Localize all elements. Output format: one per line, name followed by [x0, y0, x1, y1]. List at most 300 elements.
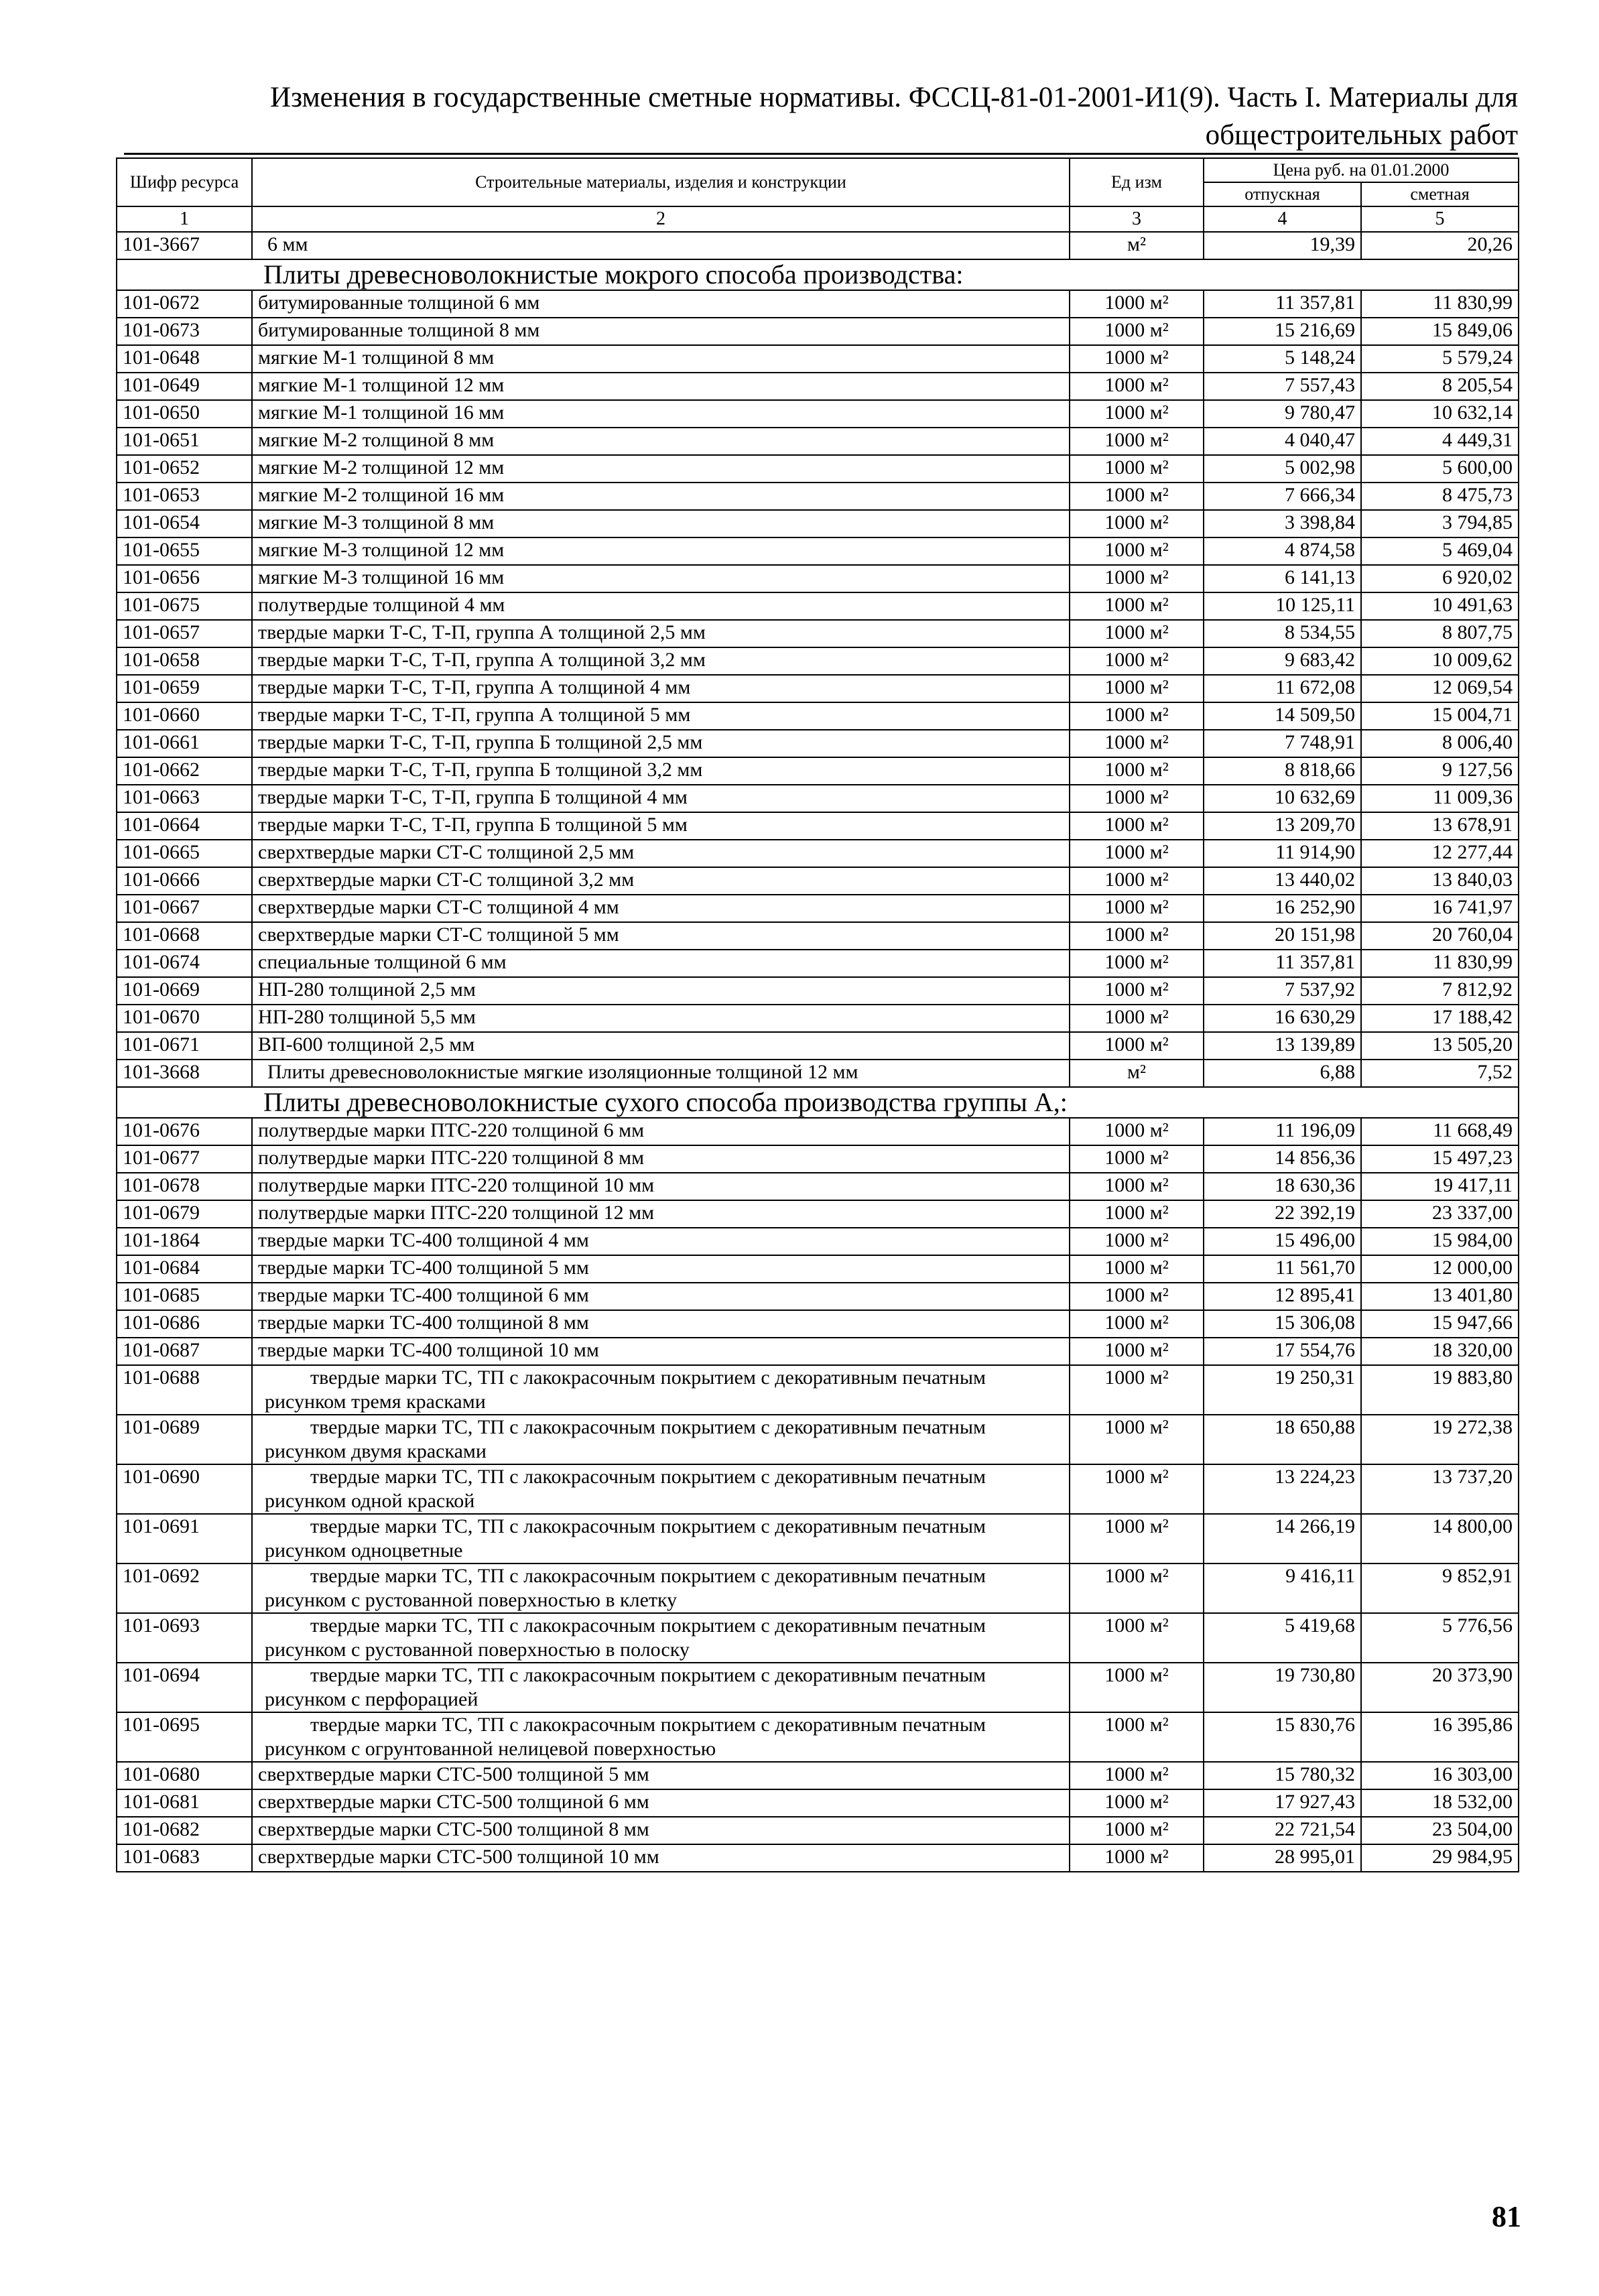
- cell-price-release: 13 209,70: [1204, 812, 1361, 840]
- cell-name: мягкие М-1 толщиной 16 мм: [252, 400, 1070, 428]
- cell-price-release: 22 721,54: [1204, 1817, 1361, 1844]
- cell-name: сверхтвердые марки СТ-С толщиной 2,5 мм: [252, 840, 1070, 867]
- cell-code: 101-0682: [117, 1817, 252, 1844]
- cell-code: 101-0684: [117, 1255, 252, 1283]
- cell-code: 101-0695: [117, 1712, 252, 1762]
- table-row: [117, 1338, 1519, 1365]
- cell-unit: 1000 м²: [1070, 977, 1204, 1005]
- cell-name: твердые марки ТС, ТП с лакокрасочным покрытием с декоративным печатным рисунком с огрунтованной нелицевой поверхностью: [252, 1712, 1070, 1762]
- table-row: [117, 510, 1519, 537]
- cell-price-release: 6,88: [1204, 1060, 1361, 1087]
- cell-name: сверхтвердые марки СТ-С толщиной 3,2 мм: [252, 867, 1070, 895]
- cell-name: мягкие М-2 толщиной 8 мм: [252, 428, 1070, 455]
- section-row: [117, 1087, 1519, 1118]
- table-row: [117, 1844, 1519, 1872]
- cell-name: полутвердые толщиной 4 мм: [252, 592, 1070, 620]
- table-row: [117, 730, 1519, 757]
- cell-unit: 1000 м²: [1070, 1228, 1204, 1255]
- cell-unit: 1000 м²: [1070, 867, 1204, 895]
- cell-name: сверхтвердые марки СТС-500 толщиной 10 мм: [252, 1844, 1070, 1872]
- table-row: [117, 1032, 1519, 1060]
- cell-price-release: 28 995,01: [1204, 1844, 1361, 1872]
- cell-code: 101-0687: [117, 1338, 252, 1365]
- header-price-estimate: сметная: [1361, 182, 1519, 206]
- cell-price-release: 15 496,00: [1204, 1228, 1361, 1255]
- cell-code: 101-0666: [117, 867, 252, 895]
- cell-price-estimate: 13 401,80: [1361, 1283, 1519, 1310]
- cell-code: 101-0651: [117, 428, 252, 455]
- cell-name: мягкие М-2 толщиной 16 мм: [252, 483, 1070, 510]
- table-row: [117, 290, 1519, 318]
- cell-price-release: 8 534,55: [1204, 620, 1361, 647]
- table-row: [117, 232, 1519, 259]
- cell-code: 101-0667: [117, 895, 252, 922]
- cell-name: специальные толщиной 6 мм: [252, 950, 1070, 977]
- cell-name: НП-280 толщиной 2,5 мм: [252, 977, 1070, 1005]
- cell-code: 101-0648: [117, 345, 252, 373]
- cell-price-release: 15 216,69: [1204, 318, 1361, 345]
- cell-unit: 1000 м²: [1070, 647, 1204, 675]
- cell-unit: 1000 м²: [1070, 1613, 1204, 1663]
- cell-name: твердые марки Т-С, Т-П, группа А толщиной 5 мм: [252, 702, 1070, 730]
- cell-price-release: 10 632,69: [1204, 785, 1361, 812]
- cell-code: 101-0677: [117, 1145, 252, 1173]
- cell-price-release: 10 125,11: [1204, 592, 1361, 620]
- cell-code: 101-0691: [117, 1514, 252, 1564]
- cell-name: Плиты древесноволокнистые мягкие изоляционные толщиной 12 мм: [252, 1060, 1070, 1087]
- cell-price-release: 7 557,43: [1204, 373, 1361, 400]
- cell-price-estimate: 12 277,44: [1361, 840, 1519, 867]
- cell-price-release: 7 748,91: [1204, 730, 1361, 757]
- cell-name: твердые марки ТС, ТП с лакокрасочным покрытием с декоративным печатным рисунком с рустованной поверхностью в клетку: [252, 1564, 1070, 1613]
- cell-unit: 1000 м²: [1070, 1310, 1204, 1338]
- table-row: [117, 1005, 1519, 1032]
- cell-price-release: 6 141,13: [1204, 565, 1361, 592]
- cell-code: 101-0653: [117, 483, 252, 510]
- cell-unit: 1000 м²: [1070, 592, 1204, 620]
- cell-price-release: 22 392,19: [1204, 1200, 1361, 1228]
- cell-price-release: 8 818,66: [1204, 757, 1361, 785]
- cell-unit: 1000 м²: [1070, 510, 1204, 537]
- cell-unit: 1000 м²: [1070, 318, 1204, 345]
- table-row: [117, 1200, 1519, 1228]
- table-row: [117, 400, 1519, 428]
- cell-unit: м²: [1070, 1060, 1204, 1087]
- cell-price-release: 13 139,89: [1204, 1032, 1361, 1060]
- col-number: 3: [1070, 206, 1204, 232]
- cell-code: 101-0679: [117, 1200, 252, 1228]
- cell-name: сверхтвердые марки СТ-С толщиной 5 мм: [252, 922, 1070, 950]
- cell-price-release: 11 672,08: [1204, 675, 1361, 702]
- table-row: [117, 950, 1519, 977]
- table-row: [117, 1060, 1519, 1087]
- cell-unit: м²: [1070, 232, 1204, 259]
- cell-code: 101-0661: [117, 730, 252, 757]
- cell-price-release: 18 630,36: [1204, 1173, 1361, 1200]
- cell-price-release: 17 554,76: [1204, 1338, 1361, 1365]
- cell-price-estimate: 14 800,00: [1361, 1514, 1519, 1564]
- cell-name: сверхтвердые марки СТ-С толщиной 4 мм: [252, 895, 1070, 922]
- cell-price-estimate: 7 812,92: [1361, 977, 1519, 1005]
- cell-price-estimate: 4 449,31: [1361, 428, 1519, 455]
- cell-name: твердые марки Т-С, Т-П, группа Б толщиной 3,2 мм: [252, 757, 1070, 785]
- cell-name: твердые марки ТС, ТП с лакокрасочным покрытием с декоративным печатным рисунком одноцветные: [252, 1514, 1070, 1564]
- cell-name: твердые марки Т-С, Т-П, группа А толщиной 2,5 мм: [252, 620, 1070, 647]
- cell-name: твердые марки ТС-400 толщиной 8 мм: [252, 1310, 1070, 1338]
- cell-price-estimate: 16 741,97: [1361, 895, 1519, 922]
- cell-price-estimate: 10 632,14: [1361, 400, 1519, 428]
- cell-unit: 1000 м²: [1070, 840, 1204, 867]
- cell-price-release: 14 509,50: [1204, 702, 1361, 730]
- cell-unit: 1000 м²: [1070, 730, 1204, 757]
- cell-unit: 1000 м²: [1070, 1200, 1204, 1228]
- cell-price-estimate: 15 497,23: [1361, 1145, 1519, 1173]
- cell-name: твердые марки Т-С, Т-П, группа А толщиной 3,2 мм: [252, 647, 1070, 675]
- cell-unit: 1000 м²: [1070, 537, 1204, 565]
- cell-price-release: 12 895,41: [1204, 1283, 1361, 1310]
- cell-price-estimate: 8 205,54: [1361, 373, 1519, 400]
- cell-price-estimate: 15 947,66: [1361, 1310, 1519, 1338]
- cell-price-release: 9 683,42: [1204, 647, 1361, 675]
- cell-code: 101-0659: [117, 675, 252, 702]
- cell-name: полутвердые марки ПТС-220 толщиной 12 мм: [252, 1200, 1070, 1228]
- cell-unit: 1000 м²: [1070, 1118, 1204, 1145]
- cell-name: полутвердые марки ПТС-220 толщиной 8 мм: [252, 1145, 1070, 1173]
- cell-code: 101-0663: [117, 785, 252, 812]
- table-row: [117, 757, 1519, 785]
- cell-name: мягкие М-1 толщиной 8 мм: [252, 345, 1070, 373]
- cell-unit: 1000 м²: [1070, 1564, 1204, 1613]
- cell-name: твердые марки ТС, ТП с лакокрасочным покрытием с декоративным печатным рисунком двумя красками: [252, 1415, 1070, 1464]
- cell-price-estimate: 12 000,00: [1361, 1255, 1519, 1283]
- cell-name: твердые марки ТС-400 толщиной 6 мм: [252, 1283, 1070, 1310]
- table-row: [117, 675, 1519, 702]
- cell-unit: 1000 м²: [1070, 922, 1204, 950]
- cell-unit: 1000 м²: [1070, 675, 1204, 702]
- cell-price-release: 5 419,68: [1204, 1613, 1361, 1663]
- cell-unit: 1000 м²: [1070, 1145, 1204, 1173]
- cell-unit: 1000 м²: [1070, 620, 1204, 647]
- table-row: [117, 1173, 1519, 1200]
- cell-price-release: 13 224,23: [1204, 1464, 1361, 1514]
- cell-code: 101-0662: [117, 757, 252, 785]
- cell-name: сверхтвердые марки СТС-500 толщиной 5 мм: [252, 1762, 1070, 1789]
- cell-name: твердые марки Т-С, Т-П, группа Б толщиной 2,5 мм: [252, 730, 1070, 757]
- cell-price-release: 11 196,09: [1204, 1118, 1361, 1145]
- cell-code: 101-3668: [117, 1060, 252, 1087]
- table-row: [117, 1118, 1519, 1145]
- cell-price-estimate: 18 532,00: [1361, 1789, 1519, 1817]
- cell-code: 101-0680: [117, 1762, 252, 1789]
- cell-price-release: 19,39: [1204, 232, 1361, 259]
- table-row: [117, 1712, 1519, 1762]
- cell-price-estimate: 3 794,85: [1361, 510, 1519, 537]
- cell-price-estimate: 8 475,73: [1361, 483, 1519, 510]
- header-code: Шифр ресурса: [117, 158, 252, 206]
- cell-unit: 1000 м²: [1070, 895, 1204, 922]
- cell-price-estimate: 20,26: [1361, 232, 1519, 259]
- cell-price-estimate: 17 188,42: [1361, 1005, 1519, 1032]
- cell-unit: 1000 м²: [1070, 290, 1204, 318]
- table-row: [117, 537, 1519, 565]
- cell-code: 101-0694: [117, 1663, 252, 1712]
- cell-unit: 1000 м²: [1070, 1712, 1204, 1762]
- cell-name: сверхтвердые марки СТС-500 толщиной 6 мм: [252, 1789, 1070, 1817]
- cell-price-estimate: 16 303,00: [1361, 1762, 1519, 1789]
- cell-name: твердые марки ТС-400 толщиной 5 мм: [252, 1255, 1070, 1283]
- cell-price-release: 15 830,76: [1204, 1712, 1361, 1762]
- cell-name: мягкие М-3 толщиной 8 мм: [252, 510, 1070, 537]
- table-row: [117, 1415, 1519, 1464]
- table-row: [117, 1817, 1519, 1844]
- table-row: [117, 1283, 1519, 1310]
- table-row: [117, 483, 1519, 510]
- cell-unit: 1000 м²: [1070, 1173, 1204, 1200]
- cell-price-release: 11 914,90: [1204, 840, 1361, 867]
- table-row: [117, 1365, 1519, 1415]
- cell-price-estimate: 11 009,36: [1361, 785, 1519, 812]
- header-line-2: общестроительных работ: [1205, 119, 1518, 151]
- cell-price-release: 4 040,47: [1204, 428, 1361, 455]
- cell-name: твердые марки ТС, ТП с лакокрасочным покрытием с декоративным печатным рисунком тремя красками: [252, 1365, 1070, 1415]
- cell-unit: 1000 м²: [1070, 1663, 1204, 1712]
- cell-price-estimate: 8 807,75: [1361, 620, 1519, 647]
- cell-price-release: 18 650,88: [1204, 1415, 1361, 1464]
- cell-code: 101-0654: [117, 510, 252, 537]
- cell-name: мягкие М-1 толщиной 12 мм: [252, 373, 1070, 400]
- section-title: Плиты древесноволокнистые сухого способа производства группы А,:: [117, 1087, 1519, 1118]
- cell-price-estimate: 10 491,63: [1361, 592, 1519, 620]
- cell-code: 101-0686: [117, 1310, 252, 1338]
- cell-price-release: 9 780,47: [1204, 400, 1361, 428]
- cell-unit: 1000 м²: [1070, 455, 1204, 483]
- cell-price-estimate: 13 737,20: [1361, 1464, 1519, 1514]
- cell-unit: 1000 м²: [1070, 1464, 1204, 1514]
- cell-code: 101-0665: [117, 840, 252, 867]
- cell-unit: 1000 м²: [1070, 1844, 1204, 1872]
- cell-name: твердые марки ТС-400 толщиной 10 мм: [252, 1338, 1070, 1365]
- cell-name: твердые марки Т-С, Т-П, группа А толщиной 4 мм: [252, 675, 1070, 702]
- cell-name: твердые марки ТС, ТП с лакокрасочным покрытием с декоративным печатным рисунком одной краской: [252, 1464, 1070, 1514]
- cell-price-estimate: 9 852,91: [1361, 1564, 1519, 1613]
- cell-name: битумированные толщиной 6 мм: [252, 290, 1070, 318]
- table-row: [117, 1310, 1519, 1338]
- cell-name: ВП-600 толщиной 2,5 мм: [252, 1032, 1070, 1060]
- cell-price-estimate: 20 760,04: [1361, 922, 1519, 950]
- cell-price-release: 15 780,32: [1204, 1762, 1361, 1789]
- cell-unit: 1000 м²: [1070, 373, 1204, 400]
- page-number: 81: [1492, 2200, 1521, 2233]
- cell-price-estimate: 15 849,06: [1361, 318, 1519, 345]
- cell-price-estimate: 9 127,56: [1361, 757, 1519, 785]
- cell-price-estimate: 20 373,90: [1361, 1663, 1519, 1712]
- cell-name: полутвердые марки ПТС-220 толщиной 10 мм: [252, 1173, 1070, 1200]
- cell-price-estimate: 16 395,86: [1361, 1712, 1519, 1762]
- cell-price-estimate: 13 840,03: [1361, 867, 1519, 895]
- col-number: 1: [117, 206, 252, 232]
- cell-unit: 1000 м²: [1070, 345, 1204, 373]
- column-number-row: [117, 206, 1519, 232]
- table-row: [117, 620, 1519, 647]
- cell-code: 101-0678: [117, 1173, 252, 1200]
- cell-name: полутвердые марки ПТС-220 толщиной 6 мм: [252, 1118, 1070, 1145]
- cell-unit: 1000 м²: [1070, 1762, 1204, 1789]
- cell-code: 101-0650: [117, 400, 252, 428]
- table-row: [117, 812, 1519, 840]
- table-header-row-1: [117, 158, 1519, 182]
- header-unit: Ед изм: [1070, 158, 1204, 206]
- cell-name: твердые марки ТС, ТП с лакокрасочным покрытием с декоративным печатным рисунком с перфорацией: [252, 1663, 1070, 1712]
- col-number: 4: [1204, 206, 1361, 232]
- cell-name: твердые марки ТС-400 толщиной 4 мм: [252, 1228, 1070, 1255]
- table-row: [117, 428, 1519, 455]
- cell-price-estimate: 11 830,99: [1361, 290, 1519, 318]
- table-row: [117, 1613, 1519, 1663]
- cell-unit: 1000 м²: [1070, 1338, 1204, 1365]
- cell-price-estimate: 15 004,71: [1361, 702, 1519, 730]
- cell-price-release: 11 561,70: [1204, 1255, 1361, 1283]
- cell-code: 101-0668: [117, 922, 252, 950]
- section-row: [117, 259, 1519, 290]
- cell-code: 101-0657: [117, 620, 252, 647]
- cell-unit: 1000 м²: [1070, 1415, 1204, 1464]
- cell-name: сверхтвердые марки СТС-500 толщиной 8 мм: [252, 1817, 1070, 1844]
- cell-code: 101-0689: [117, 1415, 252, 1464]
- cell-price-release: 5 002,98: [1204, 455, 1361, 483]
- cell-code: 101-1864: [117, 1228, 252, 1255]
- cell-price-release: 11 357,81: [1204, 950, 1361, 977]
- table-row: [117, 1255, 1519, 1283]
- cell-price-release: 14 856,36: [1204, 1145, 1361, 1173]
- header-line-1: Изменения в государственные сметные нормативы. ФССЦ-81-01-2001-И1(9). Часть I. Материалы для: [270, 82, 1518, 113]
- cell-price-release: 19 730,80: [1204, 1663, 1361, 1712]
- cell-code: 101-0672: [117, 290, 252, 318]
- cell-code: 101-0671: [117, 1032, 252, 1060]
- cell-name: НП-280 толщиной 5,5 мм: [252, 1005, 1070, 1032]
- cell-code: 101-0652: [117, 455, 252, 483]
- cell-price-estimate: 13 505,20: [1361, 1032, 1519, 1060]
- cell-code: 101-0649: [117, 373, 252, 400]
- table-row: [117, 1789, 1519, 1817]
- table-row: [117, 1514, 1519, 1564]
- cell-price-release: 3 398,84: [1204, 510, 1361, 537]
- cell-price-estimate: 6 920,02: [1361, 565, 1519, 592]
- cell-price-estimate: 5 469,04: [1361, 537, 1519, 565]
- cell-unit: 1000 м²: [1070, 428, 1204, 455]
- cell-price-release: 7 666,34: [1204, 483, 1361, 510]
- cell-unit: 1000 м²: [1070, 1005, 1204, 1032]
- cell-price-estimate: 23 504,00: [1361, 1817, 1519, 1844]
- cell-name: твердые марки ТС, ТП с лакокрасочным покрытием с декоративным печатным рисунком с рустованной поверхностью в полоску: [252, 1613, 1070, 1663]
- cell-price-estimate: 15 984,00: [1361, 1228, 1519, 1255]
- table-row: [117, 345, 1519, 373]
- cell-unit: 1000 м²: [1070, 785, 1204, 812]
- cell-code: 101-0664: [117, 812, 252, 840]
- cell-price-estimate: 18 320,00: [1361, 1338, 1519, 1365]
- cell-code: 101-0676: [117, 1118, 252, 1145]
- table-row: [117, 318, 1519, 345]
- cell-price-estimate: 5 579,24: [1361, 345, 1519, 373]
- cell-code: 101-0674: [117, 950, 252, 977]
- cell-code: 101-0660: [117, 702, 252, 730]
- table-row: [117, 373, 1519, 400]
- price-table: [116, 157, 1519, 1872]
- cell-code: 101-0655: [117, 537, 252, 565]
- table-row: [117, 785, 1519, 812]
- cell-price-estimate: 12 069,54: [1361, 675, 1519, 702]
- cell-code: 101-0669: [117, 977, 252, 1005]
- cell-unit: 1000 м²: [1070, 1365, 1204, 1415]
- cell-code: 101-0673: [117, 318, 252, 345]
- cell-name: твердые марки Т-С, Т-П, группа Б толщиной 4 мм: [252, 785, 1070, 812]
- col-number: 2: [252, 206, 1070, 232]
- cell-price-estimate: 19 417,11: [1361, 1173, 1519, 1200]
- cell-unit: 1000 м²: [1070, 1283, 1204, 1310]
- cell-code: 101-0690: [117, 1464, 252, 1514]
- cell-price-estimate: 23 337,00: [1361, 1200, 1519, 1228]
- cell-code: 101-0693: [117, 1613, 252, 1663]
- table-row: [117, 977, 1519, 1005]
- header-price-group: Цена руб. на 01.01.2000: [1204, 158, 1519, 182]
- cell-price-release: 9 416,11: [1204, 1564, 1361, 1613]
- cell-unit: 1000 м²: [1070, 757, 1204, 785]
- table-row: [117, 592, 1519, 620]
- cell-price-release: 13 440,02: [1204, 867, 1361, 895]
- cell-unit: 1000 м²: [1070, 812, 1204, 840]
- cell-code: 101-0692: [117, 1564, 252, 1613]
- table-row: [117, 647, 1519, 675]
- header-rule: [124, 153, 1518, 155]
- cell-unit: 1000 м²: [1070, 1789, 1204, 1817]
- table-row: [117, 1464, 1519, 1514]
- cell-unit: 1000 м²: [1070, 950, 1204, 977]
- cell-price-release: 14 266,19: [1204, 1514, 1361, 1564]
- cell-price-release: 15 306,08: [1204, 1310, 1361, 1338]
- cell-unit: 1000 м²: [1070, 1255, 1204, 1283]
- cell-price-release: 4 874,58: [1204, 537, 1361, 565]
- cell-name: твердые марки Т-С, Т-П, группа Б толщиной 5 мм: [252, 812, 1070, 840]
- table-row: [117, 840, 1519, 867]
- cell-price-estimate: 11 668,49: [1361, 1118, 1519, 1145]
- cell-unit: 1000 м²: [1070, 1032, 1204, 1060]
- cell-code: 101-0685: [117, 1283, 252, 1310]
- cell-unit: 1000 м²: [1070, 702, 1204, 730]
- cell-code: 101-0683: [117, 1844, 252, 1872]
- table-row: [117, 922, 1519, 950]
- cell-name: 6 мм: [252, 232, 1070, 259]
- cell-price-estimate: 11 830,99: [1361, 950, 1519, 977]
- cell-code: 101-0688: [117, 1365, 252, 1415]
- cell-price-estimate: 19 883,80: [1361, 1365, 1519, 1415]
- cell-code: 101-3667: [117, 232, 252, 259]
- page-header: [114, 79, 1518, 154]
- cell-name: битумированные толщиной 8 мм: [252, 318, 1070, 345]
- table-row: [117, 1228, 1519, 1255]
- cell-code: 101-0681: [117, 1789, 252, 1817]
- cell-unit: 1000 м²: [1070, 565, 1204, 592]
- cell-unit: 1000 м²: [1070, 1817, 1204, 1844]
- cell-price-estimate: 8 006,40: [1361, 730, 1519, 757]
- cell-price-release: 5 148,24: [1204, 345, 1361, 373]
- cell-price-estimate: 5 776,56: [1361, 1613, 1519, 1663]
- cell-price-release: 17 927,43: [1204, 1789, 1361, 1817]
- cell-name: мягкие М-3 толщиной 12 мм: [252, 537, 1070, 565]
- cell-code: 101-0656: [117, 565, 252, 592]
- cell-price-release: 20 151,98: [1204, 922, 1361, 950]
- table-row: [117, 702, 1519, 730]
- cell-unit: 1000 м²: [1070, 1514, 1204, 1564]
- cell-unit: 1000 м²: [1070, 400, 1204, 428]
